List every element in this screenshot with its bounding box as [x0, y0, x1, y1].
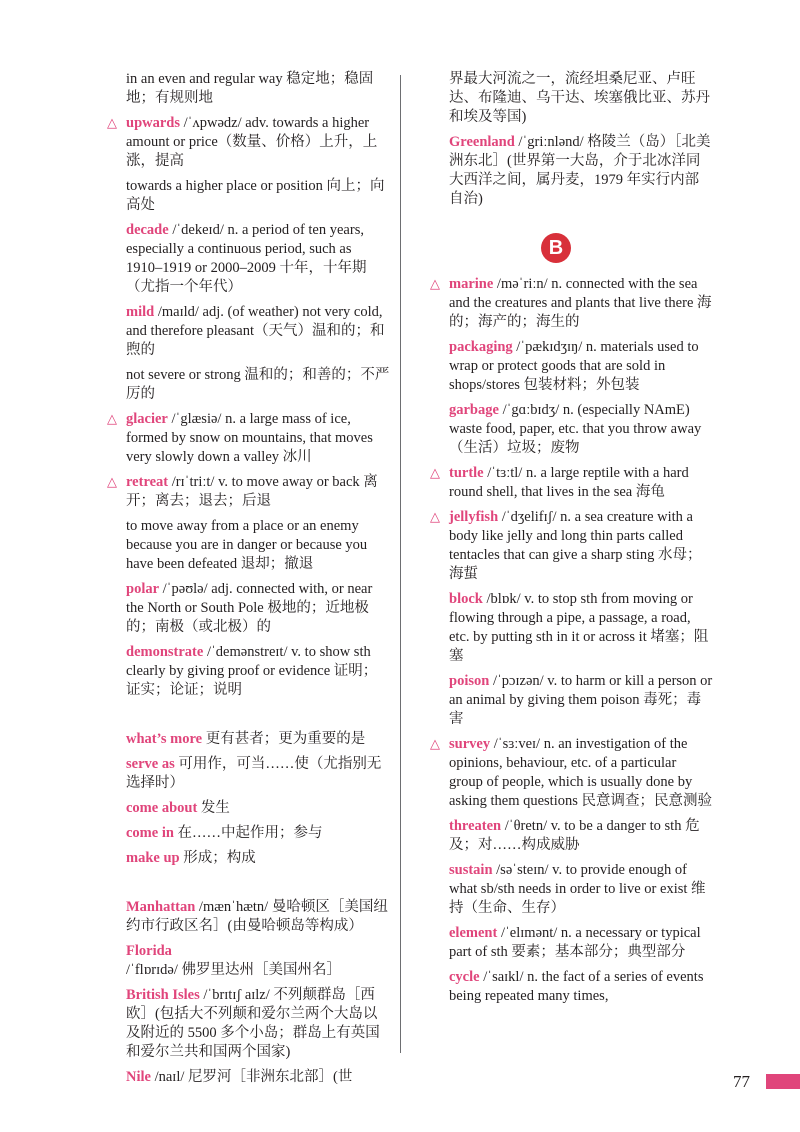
list-item: [428, 861, 713, 918]
spacer: [105, 706, 390, 730]
definition: 在……中起作用；参与: [173, 825, 323, 841]
headword: upwards: [126, 115, 180, 131]
definition: /ˈdʒelifɪʃ/ n. a sea creature with a body like jelly and long thin parts called tentacles that can give a sharp sting 水母；海蜇: [449, 509, 702, 582]
list-item: [105, 517, 390, 574]
list-item: [428, 133, 713, 209]
list-item: [105, 221, 390, 297]
definition: 发生: [197, 800, 230, 816]
list-item: [428, 590, 713, 666]
definition: 界最大河流之一，流经坦桑尼亚、卢旺达、布隆迪、乌干达、埃塞俄比亚、苏丹和埃及等国): [449, 71, 710, 125]
section-b-badge: B: [541, 233, 571, 263]
triangle-marker-icon: △: [107, 475, 117, 490]
definition: /ˈʌpwədz/ adv. towards a higher amount or price（数量、价格）上升，上涨，提高: [126, 115, 378, 169]
list-item: [105, 177, 390, 215]
headword: survey: [449, 736, 491, 752]
definition: /ˈθretn/ v. to be a danger to sth 危及；对……构成威胁: [449, 818, 700, 853]
list-item: [105, 473, 390, 511]
left-column: [105, 70, 390, 1093]
vocabulary-list-left: [105, 70, 390, 700]
headword: what’s more: [126, 731, 203, 747]
list-item: [105, 410, 390, 467]
definition: /maɪld/ adj. (of weather) not very cold, and therefore pleasant（天气）温和的；和煦的: [126, 304, 385, 358]
list-item: [105, 755, 390, 793]
definition: not severe or strong 温和的；和善的；不严厉的: [126, 367, 390, 402]
definition: 可用作，可当……使（尤指别无选择时）: [126, 756, 382, 791]
headword: demonstrate: [126, 644, 204, 660]
list-item: [105, 986, 390, 1062]
definition: /məˈriːn/ n. connected with the sea and the creatures and plants that live there 海的；海产的；海生的: [449, 276, 712, 330]
headword: poison: [449, 673, 490, 689]
definition: /ˈflɒrɪdə/ 佛罗里达州［美国州名］: [126, 962, 341, 978]
proper-name-list: [105, 898, 390, 1087]
list-item: [105, 849, 390, 868]
headword: retreat: [126, 474, 169, 490]
definition: /rɪˈtriːt/ v. to move away or back 离开；离去；退去；后退: [126, 474, 378, 509]
definition: /blɒk/ v. to stop sth from moving or flowing through a pipe, a passage, a road, etc. by putting sth in it or across it 堵塞；阻塞: [449, 591, 709, 664]
definition: /ˈgɑːbɪdʒ/ n. (especially NAmE) waste food, paper, etc. that you throw away（生活）垃圾；废物: [449, 402, 702, 456]
definition: /ˈsaɪkl/ n. the fact of a series of events being repeated many times,: [449, 969, 704, 1004]
headword: element: [449, 925, 498, 941]
vocabulary-list-right: [428, 275, 713, 1006]
page-number: 77: [733, 1072, 750, 1091]
list-item: [428, 70, 713, 127]
list-item: [105, 799, 390, 818]
headword: British Isles: [126, 987, 200, 1003]
list-item: [105, 730, 390, 749]
headword: mild: [126, 304, 155, 320]
headword: make up: [126, 850, 180, 866]
triangle-marker-icon: △: [430, 466, 440, 481]
definition: /ˈbrɪtɪʃ aɪlz/ 不列颠群岛［西欧］(包括大不列颠和爱尔兰两个大岛以及附近的 5500 多个小岛；群岛上有英国和爱尔兰共和国两个国家): [126, 987, 380, 1060]
headword: sustain: [449, 862, 493, 878]
headword: marine: [449, 276, 494, 292]
list-item: [105, 942, 390, 980]
definition: /naɪl/ 尼罗河［非洲东北部］(世: [150, 1069, 353, 1085]
definition: /ˈdekeɪd/ n. a period of ten years, especially a continuous period, such as 1910–1919 or 2000–2009 十年，十年期（尤指一个年代）: [126, 222, 367, 295]
list-item: [105, 824, 390, 843]
list-item: [105, 1068, 390, 1087]
list-item: [428, 338, 713, 395]
headword: Greenland: [449, 134, 515, 150]
headword: block: [449, 591, 483, 607]
definition: /mænˈhætn/ 曼哈顿区［美国纽约市行政区名］(由曼哈顿岛等构成）: [126, 899, 388, 934]
headword: Florida: [126, 943, 172, 959]
definition: to move away from a place or an enemy because you are in danger or because you have been defeated 退却；撤退: [126, 518, 368, 572]
definition: /ˈdemənstreɪt/ v. to show sth clearly by giving proof or evidence 证明；证实；论证；说明: [126, 644, 378, 698]
definition: /ˈelɪmənt/ n. a necessary or typical part of sth 要素；基本部分；典型部分: [449, 925, 701, 960]
headword: cycle: [449, 969, 480, 985]
list-item: [105, 580, 390, 637]
headword: come about: [126, 800, 198, 816]
list-item: [428, 817, 713, 855]
list-item: [105, 70, 390, 108]
phrase-list: [105, 730, 390, 868]
headword: decade: [126, 222, 169, 238]
definition: /səˈsteɪn/ v. to provide enough of what sb/sth needs in order to live or exist 维持（生命、生存）: [449, 862, 706, 916]
right-column: [428, 70, 713, 1012]
page-number-bar: [766, 1074, 800, 1089]
definition: 更有甚者；更为重要的是: [202, 731, 366, 747]
list-item: [428, 968, 713, 1006]
definition: /ˈtɜːtl/ n. a large reptile with a hard round shell, that lives in the sea 海龟: [449, 465, 689, 500]
triangle-marker-icon: △: [430, 510, 440, 525]
definition: in an even and regular way 稳定地；稳固地；有规则地: [126, 71, 374, 106]
list-item: [428, 275, 713, 332]
headword: garbage: [449, 402, 499, 418]
definition: /ˈgriːnlənd/ 格陵兰（岛）［北美洲东北］(世界第一大岛，介于北冰洋同大西洋之间，属丹麦，1979 年实行内部自治): [449, 134, 711, 207]
triangle-marker-icon: △: [430, 277, 440, 292]
list-item: [105, 898, 390, 936]
definition: 形成；构成: [179, 850, 256, 866]
headword: threaten: [449, 818, 502, 834]
list-item: [105, 366, 390, 404]
definition: /ˈglæsiə/ n. a large mass of ice, formed by snow on mountains, that moves very slowly down a valley 冰川: [126, 411, 373, 465]
list-item: [105, 114, 390, 171]
definition: /ˈsɜːveɪ/ n. an investigation of the opinions, behaviour, etc. of a particular group of people, which is usually done by asking them questions 民意调查；民意测验: [449, 736, 713, 809]
headword: jellyfish: [449, 509, 499, 525]
headword: serve as: [126, 756, 175, 772]
list-item: [428, 672, 713, 729]
spacer: [105, 874, 390, 898]
list-item: [428, 508, 713, 584]
headword: polar: [126, 581, 160, 597]
proper-name-list-continued: [428, 70, 713, 209]
headword: turtle: [449, 465, 484, 481]
list-item: [105, 303, 390, 360]
list-item: [428, 735, 713, 811]
headword: come in: [126, 825, 174, 841]
headword: Nile: [126, 1069, 151, 1085]
definition: /ˈpəʊlə/ adj. connected with, or near the North or South Pole 极地的；近地极的；南极（或北极）的: [126, 581, 373, 635]
list-item: [105, 643, 390, 700]
list-item: [428, 924, 713, 962]
definition: /ˈpækɪdʒɪŋ/ n. materials used to wrap or protect goods that are sold in shops/stores 包装材料；外包装: [449, 339, 699, 393]
list-item: [428, 464, 713, 502]
definition: towards a higher place or position 向上；向高处: [126, 178, 385, 213]
headword: glacier: [126, 411, 168, 427]
column-divider: [400, 75, 401, 1053]
headword: Manhattan: [126, 899, 196, 915]
triangle-marker-icon: △: [107, 116, 117, 131]
triangle-marker-icon: △: [430, 737, 440, 752]
headword: packaging: [449, 339, 513, 355]
triangle-marker-icon: △: [107, 412, 117, 427]
list-item: [428, 401, 713, 458]
definition: /ˈpɔɪzən/ v. to harm or kill a person or an animal by giving them poison 毒死；毒害: [449, 673, 713, 727]
